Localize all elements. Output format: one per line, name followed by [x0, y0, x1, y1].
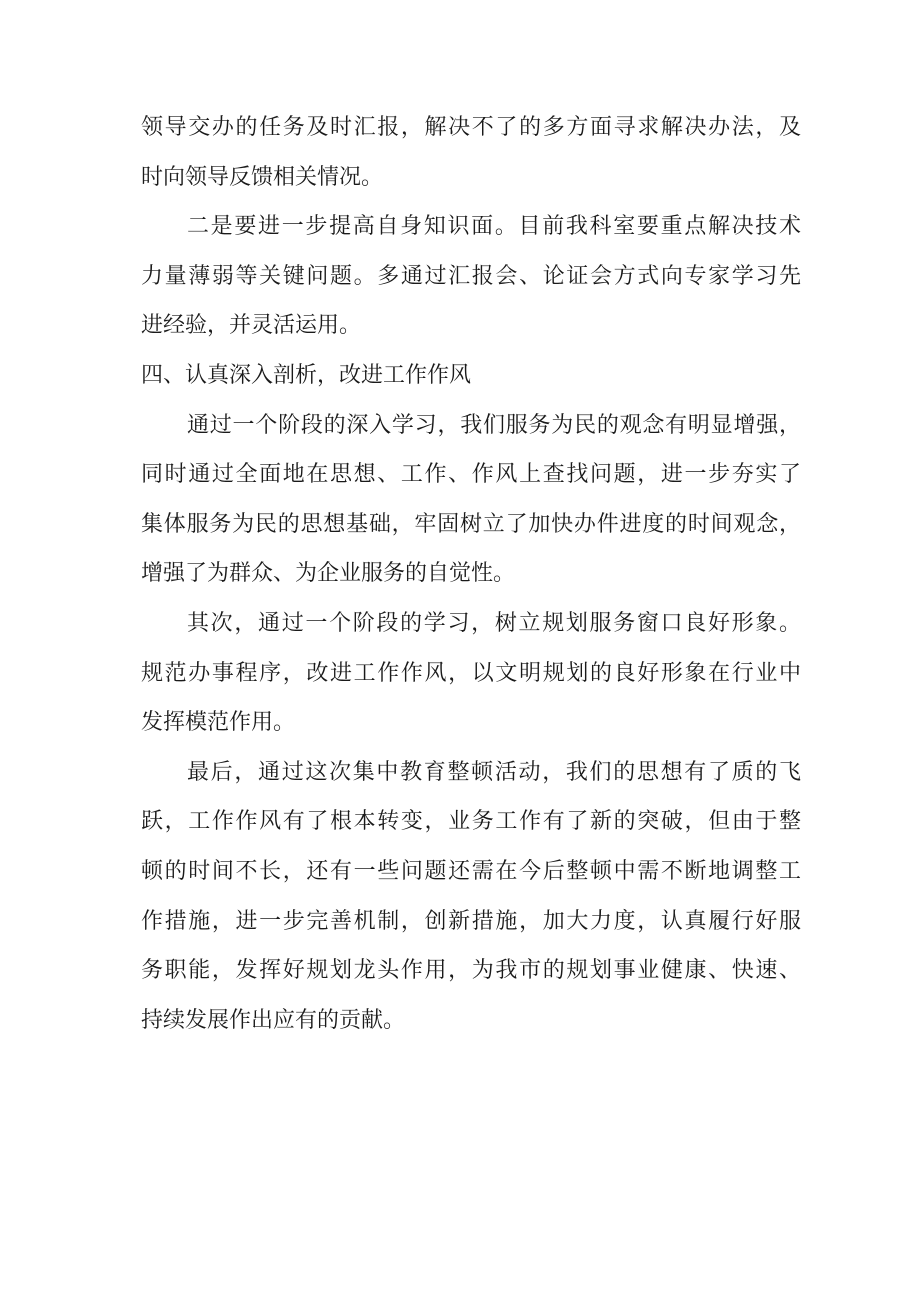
- text-line: 顿的时间不长，还有一些问题还需在今后整顿中需不断地调整工: [141, 858, 801, 884]
- text-line: 持续发展作出应有的贡献。: [141, 1007, 406, 1033]
- text-line: 作措施，进一步完善机制，创新措施，加大力度，认真履行好服: [141, 908, 801, 934]
- text-line: 最后，通过这次集中教育整顿活动，我们的思想有了质的飞: [187, 759, 801, 785]
- text-line: 发挥模范作用。: [141, 710, 296, 736]
- text-line: 跃，工作作风有了根本转变，业务工作有了新的突破，但由于整: [141, 809, 801, 835]
- document-body: [141, 103, 801, 1045]
- text-line: 增强了为群众、为企业服务的自觉性。: [141, 561, 516, 587]
- text-line: 领导交办的任务及时汇报，解决不了的多方面寻求解决办法，及: [141, 115, 801, 140]
- text-line: 同时通过全面地在思想、工作、作风上查找问题，进一步夯实了: [141, 462, 801, 488]
- text-line: 集体服务为民的思想基础，牢固树立了加快办件进度的时间观念，: [141, 511, 801, 537]
- text-line: 其次，通过一个阶段的学习，树立规划服务窗口良好形象。: [187, 610, 801, 636]
- text-line: 力量薄弱等关键问题。多通过汇报会、论证会方式向专家学习先: [141, 263, 801, 289]
- text-line: 二是要进一步提高自身知识面。目前我科室要重点解决技术: [187, 214, 801, 240]
- text-line: 进经验，并灵活运用。: [141, 313, 362, 339]
- text-line: 规范办事程序，改进工作作风，以文明规划的良好形象在行业中: [141, 660, 801, 686]
- text-line: 时向领导反馈相关情况。: [141, 164, 384, 190]
- text-line: 务职能，发挥好规划龙头作用，为我市的规划事业健康、快速、: [141, 958, 801, 984]
- text-line: 通过一个阶段的深入学习，我们服务为民的观念有明显增强，: [187, 412, 801, 438]
- section-heading: 四、认真深入剖析，改进工作作风: [141, 362, 472, 388]
